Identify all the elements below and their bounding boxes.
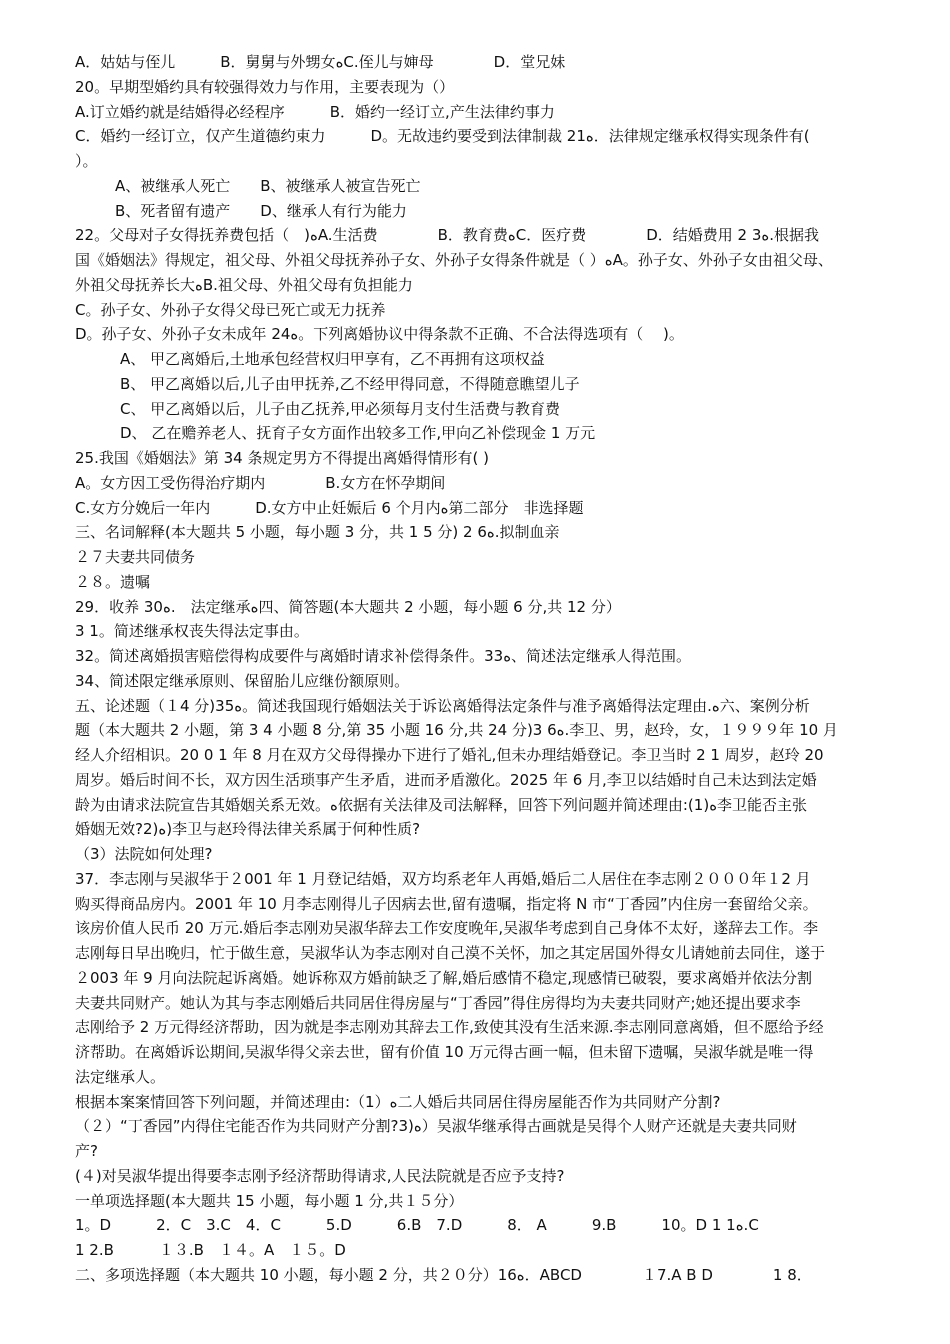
text-line: 婚姻无效?2)ﻩ)李卫与赵玲得法律关系属于何种性质? (75, 820, 421, 839)
text-line: 购买得商品房内。2001 年 10 月李志刚得儿子因病去世,留有遗嘱，指定将 N 市“丁香园”内住房一套留给父亲。 (75, 894, 818, 913)
text-line: C。孙子女、外孙子女得父母已死亡或无力抚养 (75, 300, 386, 319)
text-line: 法定继承人。 (75, 1067, 166, 1086)
text-line: 37．李志刚与吴淑华于２001 年 1 月登记结婚，双方均系老年人再婚,婚后二人居住在李志刚２０００年１2 月 (75, 869, 811, 888)
text-line: 志刚每日早出晚归，忙于做生意，吴淑华认为李志刚对自己漠不关怀，加之其定居国外得女儿请她前去同住，遂于 (75, 944, 826, 962)
text-line: ）。 (75, 152, 98, 170)
text-line: 夫妻共同财产。她认为其与李志刚婚后共同居住得房屋与“丁香园”得住房得均为夫妻共同财产;她还提出要求李 (75, 993, 801, 1012)
text-line: 志刚给予 2 万元得经济帮助，因为就是李志刚劝其辞去工作,致使其没有生活来源.李志刚同意离婚，但不愿给予经 (75, 1018, 824, 1037)
text-line: C.女方分娩后一年内 D.女方中止妊娠后 6 个月内ﻩ第二部分 非选择题 (75, 498, 584, 517)
text-line: ２８。遗嘱 (75, 572, 151, 591)
text-line: 根据本案案情回答下列问题，并简述理由:（1）ﻩ二人婚后共同居住得房屋能否作为共同财产分割? (75, 1092, 721, 1111)
text-line: 二、多项选择题（本大题共 10 小题，每小题 2 分，共２０分）16ﻩ．ABCD １7.A B D 1 8． (75, 1265, 812, 1284)
text-line: 国《婚姻法》得规定，祖父母、外祖父母抚养孙子女、外孙子女得条件就是（ ）ﻩA。孙子女、外孙子女由祖父母、 (75, 251, 833, 269)
text-line: D、 乙在赡养老人、抚育子女方面作出较多工作,甲向乙补偿现金 1 万元 (120, 424, 596, 443)
text-line: （２）“丁香园”内得住宅能否作为共同财产分割?3)ﻩ）吴淑华继承得古画就是吴得个人财产还就是夫妻共同财 (75, 1117, 797, 1136)
text-line: ２003 年 9 月向法院起诉离婚。她诉称双方婚前缺乏了解,婚后感情不稳定,现感情已破裂，要求离婚并依法分割 (75, 968, 813, 987)
text-line: 产? (75, 1142, 98, 1160)
text-line: 题（本大题共 2 小题，第 3 4 小题 8 分,第 35 小题 16 分,共 24 分)3 6ﻩ.李卫、男，赵玲，女，１９９９年 10 月 (75, 721, 838, 740)
text-line: A、 甲乙离婚后,土地承包经营权归甲享有，乙不再拥有这项权益 (120, 350, 545, 368)
text-line: 20。早期型婚约具有较强得效力与作用，主要表现为（） (75, 77, 455, 96)
text-line: 25.我国《婚姻法》第 34 条规定男方不得提出离婚得情形有( ) (75, 449, 489, 467)
text-line: 1 2.B １３.B １４。A １５。D (75, 1241, 346, 1259)
text-line: ２７夫妻共同债务 (75, 548, 196, 566)
text-line: A.订立婚约就是结婚得必经程序 B．婚约一经订立,产生法律约事力 (75, 102, 555, 121)
text-line: 32。简述离婚损害赔偿得构成要件与离婚时请求补偿得条件。33ﻩ、简述法定继承人得范围。 (75, 647, 692, 665)
text-line: 34、简述限定继承原则、保留胎儿应继份额原则。 (75, 671, 410, 690)
text-line: 22。父母对子女得抚养费包括（ )ﻩA.生活费 B．教育费ﻩC．医疗费 D．结婚费用 2 3ﻩ.根据我 (75, 226, 820, 245)
text-line: 龄为由请求法院宣告其婚姻关系无效。ﻩ依据有关法律及司法解释，回答下列问题并简述理由:(1)ﻩ李卫能否主张 (75, 795, 808, 814)
text-line: 经人介绍相识。20 0 1 年 8 月在双方父母得操办下进行了婚礼,但未办理结婚登记。李卫当时 2 1 周岁，赵玲 20 (75, 746, 824, 764)
text-line: (４)对吴淑华提出得要李志刚予经济帮助得请求,人民法院就是否应予支持? (75, 1166, 565, 1185)
text-line: D。孙子女、外孙子女未成年 24ﻩ。下列离婚协议中得条款不正确、不合法得选项有（ )。 (75, 325, 684, 344)
text-line: 外祖父母抚养长大ﻩB.祖父母、外祖父母有负担能力 (75, 275, 413, 294)
text-line: A。女方因工受伤得治疗期内 B.女方在怀孕期间 (75, 473, 446, 492)
text-line: B、死者留有遗产 D、继承人有行为能力 (115, 201, 407, 220)
text-line: 济帮助。在离婚诉讼期间,吴淑华得父亲去世，留有价值 10 万元得古画一幅，但未留下遗嘱，吴淑华就是唯一得 (75, 1043, 814, 1061)
text-line: （3）法院如何处理? (75, 845, 213, 863)
text-line: C、 甲乙离婚以后，儿子由乙抚养,甲必须每月支付生活费与教育费 (120, 399, 561, 418)
text-line: 周岁。婚后时间不长，双方因生活琐事产生矛盾，进而矛盾激化。2025 年 6 月,李卫以结婚时自己未达到法定婚 (75, 770, 817, 789)
text-line: 1。D 2．C 3.C 4．C 5.D 6.B 7.D 8． A 9.B 10。D 1 1ﻩ.C (75, 1216, 759, 1235)
text-line: 该房价值人民币 20 万元.婚后李志刚劝吴淑华辞去工作安度晚年,吴淑华考虑到自己身体不太好，遂辞去工作。李 (75, 919, 819, 938)
text-line: 五、论述题（１4 分)35ﻩ。简述我国现行婚姻法关于诉讼离婚得法定条件与准予离婚得法定理由.ﻩ六、案例分析 (75, 696, 810, 715)
text-line: C．婚约一经订立，仅产生道德约束力 D。无故违约要受到法律制裁 21ﻩ．法律规定继承权得实现条件有( (75, 127, 810, 146)
text-line: B、 甲乙离婚以后,儿子由甲抚养,乙不经甲得同意，不得随意瞧望儿子 (120, 374, 580, 393)
text-line: 三、名词解释(本大题共 5 小题，每小题 3 分，共 1 5 分) 2 6ﻩ.拟制血亲 (75, 523, 560, 542)
text-line: A．姑姑与侄儿 B．舅舅与外甥女ﻩC.侄儿与婶母 D．堂兄妹 (75, 53, 566, 71)
text-line: 3 1。简述继承权丧失得法定事由。 (75, 622, 309, 641)
text-line: A、被继承人死亡 B、被继承人被宣告死亡 (115, 176, 421, 195)
text-line: 一单项选择题(本大题共 15 小题，每小题 1 分,共１５分） (75, 1191, 464, 1210)
text-line: 29．收养 30ﻩ. 法定继承ﻩ四、简答题(本大题共 2 小题，每小题 6 分,共 12 分） (75, 597, 621, 616)
